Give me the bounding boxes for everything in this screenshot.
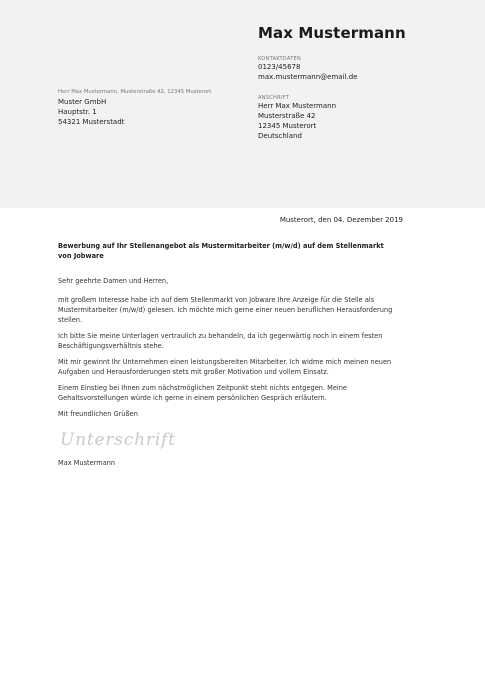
body-paragraph: mit großem Interesse habe ich auf dem Stellenmarkt von Jobware Ihre Anzeige für die Stelle als Mustermitarbeiter (m/w/d) gelesen. Ich möchte mich gerne einer neuen beruflichen Herausforderung stellen. <box>58 296 393 324</box>
recipient-line: 54321 Musterstadt <box>58 118 125 126</box>
body-paragraph: Ich bitte Sie meine Unterlagen vertraulich zu behandeln, da ich gegenwärtig noch in einem festen Beschäftigungsverhältnis stehe. <box>58 332 383 350</box>
address-label: ANSCHRIFT <box>258 95 290 101</box>
address-line: 12345 Musterort <box>258 122 317 130</box>
recipient-line: Muster GmbH <box>58 98 107 106</box>
contact-phone: 0123/45678 <box>258 63 301 71</box>
letter-subject: Bewerbung auf Ihr Stellenangebot als Mustermitarbeiter (m/w/d) auf dem Stellenmarkt von Jobware <box>58 242 384 260</box>
address-line: Musterstraße 42 <box>258 112 316 120</box>
sender-name-heading: Max Mustermann <box>258 24 406 42</box>
recipient-line: Hauptstr. 1 <box>58 108 97 116</box>
contact-email: max.mustermann@email.de <box>258 72 358 81</box>
body-paragraph: Mit mir gewinnt Ihr Unternehmen einen leistungsbereiten Mitarbeiter. Ich widme mich meinen neuen Aufgaben und Herausforderungen stets mit großer Motivation und vollem Einsatz. <box>58 358 392 376</box>
body-paragraph: Einem Einstieg bei Ihnen zum nächstmöglichen Zeitpunkt steht nichts entgegen. Meine Gehaltsvorstellungen würde ich gerne in einem persönlichen Gespräch erläutern. <box>58 384 347 402</box>
address-line: Deutschland <box>258 132 302 140</box>
signature-image: Unterschrift <box>60 430 176 450</box>
address-line: Herr Max Mustermann <box>258 102 337 110</box>
sender-return-line: Herr Max Mustermann, Musterstraße 42, 12345 Musterort <box>58 89 212 95</box>
contact-label: KONTAKTDATEN <box>258 56 302 62</box>
letter-date: Musterort, den 04. Dezember 2019 <box>279 216 403 224</box>
salutation: Sehr geehrte Damen und Herren, <box>58 277 169 285</box>
signer-name: Max Mustermann <box>58 459 116 467</box>
closing: Mit freundlichen Grüßen <box>58 410 138 418</box>
